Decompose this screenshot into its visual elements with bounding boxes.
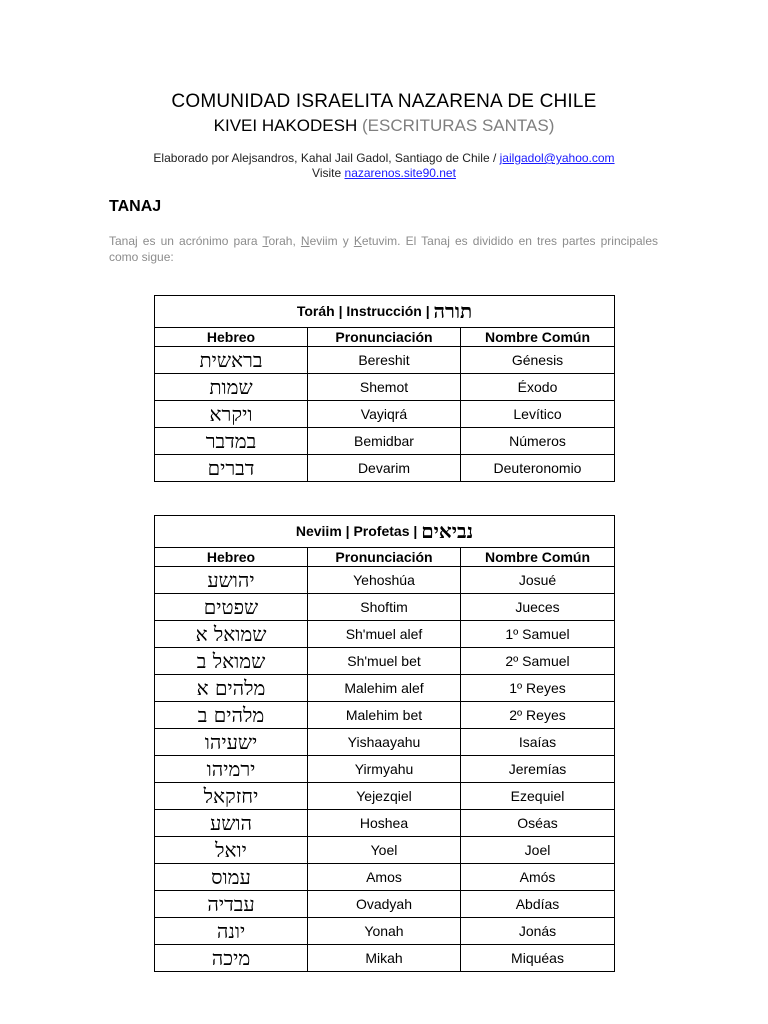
table-row: עבדיה Ovadyah Abdías: [155, 891, 615, 918]
credit-block: [0, 151, 768, 181]
intro-paragraph: Tanaj es un acrónimo para Torah, Neviim y Ketuvim. El Tanaj es dividido en tres partes principales como sigue:: [109, 234, 658, 264]
column-header: Pronunciación: [308, 548, 461, 567]
table-row: יונה Yonah Jonás: [155, 918, 615, 945]
subtitle-paren: (ESCRITURAS SANTAS): [361, 116, 555, 135]
table-row: שפטים Shoftim Jueces: [155, 594, 615, 621]
table-header: [155, 328, 615, 347]
column-header: Hebreo: [155, 548, 308, 567]
table-caption: Neviim | Profetas | נביאים: [155, 516, 615, 548]
section-title: TANAJ: [109, 198, 162, 215]
table-row: שמות Shemot Éxodo: [155, 374, 615, 401]
table-caption: Toráh | Instrucción | תורה: [155, 296, 615, 328]
table-row: מלהים ב Malehim bet 2º Reyes: [155, 702, 615, 729]
table-row: במדבר Bemidbar Números: [155, 428, 615, 455]
table-row: ירמיהו Yirmyahu Jeremías: [155, 756, 615, 783]
table-row: ויקרא Vayiqrá Levítico: [155, 401, 615, 428]
document-title: COMUNIDAD ISRAELITA NAZARENA DE CHILE: [171, 91, 597, 112]
table-row: ישעיהו Yishaayahu Isaías: [155, 729, 615, 756]
column-header: Hebreo: [155, 328, 308, 347]
table-row: שמואל ב Sh'muel bet 2º Samuel: [155, 648, 615, 675]
table-row: יהושע Yehoshúa Josué: [155, 567, 615, 594]
column-header: Nombre Común: [461, 548, 615, 567]
hebrew-caption: תורה: [433, 299, 473, 323]
table-row: מלהים א Malehim alef 1º Reyes: [155, 675, 615, 702]
document-subtitle: [0, 116, 768, 136]
subtitle-main: KIVEI HAKODESH: [213, 116, 358, 135]
torah-table: [154, 295, 615, 482]
table-row: יואל Yoel Joel: [155, 837, 615, 864]
table-row: דברים Devarim Deuteronomio: [155, 455, 615, 482]
website-link[interactable]: nazarenos.site90.net: [344, 166, 456, 180]
credit-text: Elaborado por Alejsandros, Kahal Jail Gadol, Santiago de Chile /: [153, 151, 500, 165]
table-row: בראשית Bereshit Génesis: [155, 347, 615, 374]
column-header: Pronunciación: [308, 328, 461, 347]
neviim-table: [154, 515, 615, 972]
table-header: [155, 548, 615, 567]
column-header: Nombre Común: [461, 328, 615, 347]
table-row: שמואל א Sh'muel alef 1º Samuel: [155, 621, 615, 648]
email-link[interactable]: jailgadol@yahoo.com: [499, 151, 615, 165]
hebrew-caption: נביאים: [421, 519, 474, 543]
table-row: הושע Hoshea Oséas: [155, 810, 615, 837]
visit-text: Visite: [312, 166, 345, 180]
table-row: מיכה Mikah Miquéas: [155, 945, 615, 972]
table-row: עמוס Amos Amós: [155, 864, 615, 891]
table-row: יחזקאל Yejezqiel Ezequiel: [155, 783, 615, 810]
